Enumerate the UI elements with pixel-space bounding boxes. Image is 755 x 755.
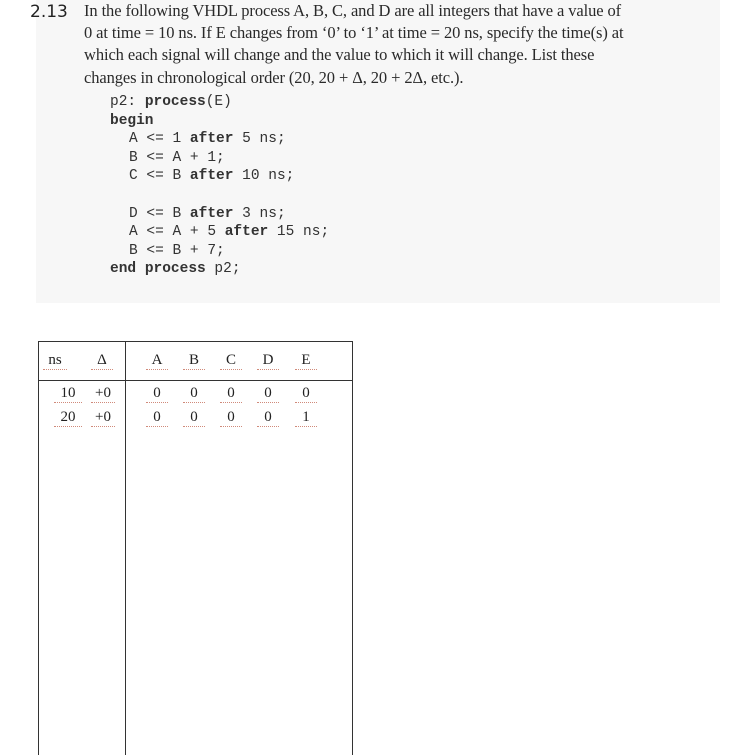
table-cell-delta: +0 — [91, 384, 115, 403]
table-vertical-divider — [125, 342, 126, 755]
code-blank-line — [110, 186, 329, 205]
code-process-header: p2: process(E) — [110, 94, 232, 110]
table-cell-d: 0 — [257, 384, 279, 403]
table-cell-d: 0 — [257, 408, 279, 427]
code-begin: begin — [110, 112, 154, 129]
header-b: B — [183, 351, 205, 370]
question-line: changes in chronological order (20, 20 + Δ, 20 + 2Δ, etc.). — [84, 67, 464, 87]
code-line: B <= B + 7; — [129, 242, 225, 259]
table-cell-ns: 20 — [54, 408, 82, 427]
question-text — [84, 0, 704, 89]
header-c: C — [220, 351, 242, 370]
code-line: A <= 1 after 5 ns; — [129, 131, 286, 148]
table-cell-delta: +0 — [91, 408, 115, 427]
table-cell-b: 0 — [183, 408, 205, 427]
question-line: which each signal will change and the value to which it will change. List these — [84, 45, 595, 65]
header-e: E — [295, 351, 317, 370]
table-cell-c: 0 — [220, 408, 242, 427]
code-line: A <= A + 5 after 15 ns; — [129, 224, 330, 241]
code-line: C <= B after 10 ns; — [129, 168, 295, 185]
vhdl-code-block — [110, 93, 329, 279]
question-line: In the following VHDL process A, B, C, and D are all integers that have a value of — [84, 1, 622, 20]
header-delta: Δ — [91, 351, 113, 370]
table-cell-ns: 10 — [54, 384, 82, 403]
table-cell-c: 0 — [220, 384, 242, 403]
header-a: A — [146, 351, 168, 370]
header-ns: ns — [43, 351, 67, 370]
table-header-divider — [39, 380, 352, 381]
table-cell-e: 0 — [295, 384, 317, 403]
table-cell-e: 1 — [295, 408, 317, 427]
code-line: D <= B after 3 ns; — [129, 205, 286, 222]
table-cell-a: 0 — [146, 384, 168, 403]
table-cell-a: 0 — [146, 408, 168, 427]
table-cell-b: 0 — [183, 384, 205, 403]
code-end: end process p2; — [110, 261, 241, 278]
question-line: 0 at time = 10 ns. If E changes from ‘0’ to ‘1’ at time = 20 ns, specify the time(s) at — [84, 23, 624, 43]
header-d: D — [257, 351, 279, 370]
question-number: 2.13 — [30, 2, 68, 22]
code-line: B <= A + 1; — [129, 149, 225, 166]
signal-change-table — [38, 341, 353, 755]
